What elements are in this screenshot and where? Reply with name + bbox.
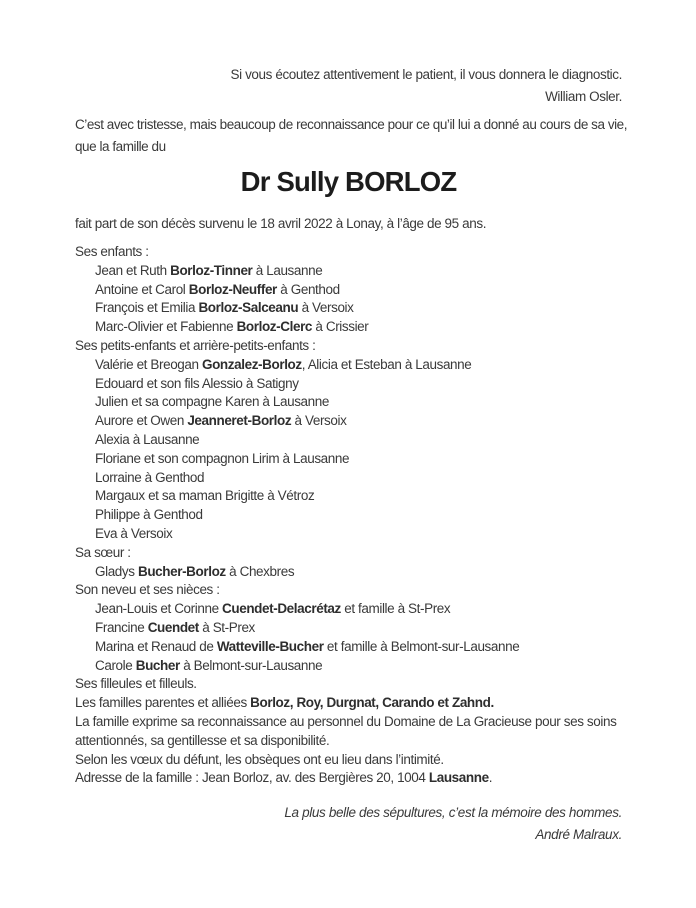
death-announcement: fait part de son décès survenu le 18 avril 2022 à Lonay, à l’âge de 95 ans. bbox=[75, 216, 487, 231]
closing-quote-attribution: André Malraux. bbox=[535, 826, 622, 842]
epigraph bbox=[75, 64, 622, 108]
family-name-bold: Borloz, Roy, Durgnat, Carando et Zahnd. bbox=[250, 695, 494, 711]
relative-line bbox=[75, 393, 622, 412]
line-text: Jean et Ruth bbox=[95, 262, 171, 278]
family-name-bold: Borloz-Tinner bbox=[170, 262, 253, 278]
relative-line bbox=[75, 281, 622, 300]
line-text: Ses enfants : bbox=[75, 244, 149, 259]
relative-line bbox=[75, 506, 622, 525]
family-line bbox=[75, 732, 622, 751]
family-line bbox=[75, 694, 622, 713]
relative-line bbox=[75, 375, 622, 394]
intro-line-2: que la famille du bbox=[75, 139, 166, 154]
relative-line bbox=[75, 450, 622, 469]
family-name-bold: Bucher-Borloz bbox=[137, 563, 226, 579]
relative-line bbox=[75, 525, 622, 544]
line-text: Ses filleules et filleuls. bbox=[75, 676, 197, 692]
family-line bbox=[75, 544, 622, 563]
relative-line bbox=[75, 299, 622, 318]
line-text: Valérie et Breogan bbox=[95, 356, 202, 372]
relative-line bbox=[75, 638, 622, 657]
line-text: à Belmont-sur-Lausanne bbox=[179, 657, 323, 673]
relative-line bbox=[75, 600, 622, 619]
line-text: Aurore et Owen bbox=[95, 413, 188, 429]
relative-line bbox=[75, 619, 622, 638]
line-text: Philippe à Genthod bbox=[95, 507, 203, 523]
family-name-bold: Jeanneret-Borloz bbox=[187, 413, 292, 429]
relative-line bbox=[75, 356, 622, 375]
line-text: Francine bbox=[95, 619, 148, 635]
line-text: Les familles parentes et alliées bbox=[75, 695, 251, 711]
relative-line bbox=[75, 469, 622, 488]
epigraph-quote: Si vous écoutez attentivement le patient, il vous donnera le diagnostic. bbox=[230, 67, 622, 82]
relative-line bbox=[75, 487, 622, 506]
line-text: Jean-Louis et Corinne bbox=[95, 601, 223, 617]
relative-line bbox=[75, 412, 622, 431]
line-text: . bbox=[488, 770, 493, 786]
relative-line bbox=[75, 563, 622, 582]
intro-paragraph bbox=[75, 114, 628, 158]
intro-line-1: C’est avec tristesse, mais beaucoup de reconnaissance pour ce qu’il lui a donné au cours de sa vie, bbox=[75, 117, 628, 132]
line-text: à Crissier bbox=[312, 319, 369, 335]
line-text: Edouard et son fils Alessio à Satigny bbox=[95, 375, 299, 391]
family-name-bold: Gonzalez-Borloz bbox=[201, 356, 302, 372]
family-line bbox=[75, 769, 622, 788]
line-text: Lorraine à Genthod bbox=[95, 469, 205, 485]
family-line bbox=[75, 581, 622, 600]
family-name-bold: Bucher bbox=[135, 657, 180, 673]
line-text: Son neveu et ses nièces : bbox=[75, 582, 220, 598]
line-text: attentionnés, sa gentillesse et sa disponibilité. bbox=[75, 732, 330, 748]
line-text: La famille exprime sa reconnaissance au personnel du Domaine de La Gracieuse pour ses soins bbox=[75, 713, 617, 729]
family-list bbox=[75, 243, 622, 788]
line-text: , Alicia et Esteban à Lausanne bbox=[301, 356, 472, 372]
line-text: Sa sœur : bbox=[75, 544, 131, 560]
relative-line bbox=[75, 262, 622, 281]
family-name-bold: Lausanne bbox=[428, 770, 489, 786]
line-text: Margaux et sa maman Brigitte à Vétroz bbox=[95, 488, 315, 504]
family-name-bold: Watteville-Bucher bbox=[216, 638, 324, 654]
line-text: Julien et sa compagne Karen à Lausanne bbox=[95, 394, 329, 410]
family-name-bold: Borloz-Clerc bbox=[236, 319, 313, 335]
line-text: à Chexbres bbox=[225, 563, 295, 579]
line-text: et famille à Belmont-sur-Lausanne bbox=[323, 638, 520, 654]
family-line bbox=[75, 751, 622, 770]
line-text: Alexia à Lausanne bbox=[95, 431, 200, 447]
line-text: Ses petits-enfants et arrière-petits-enfants : bbox=[75, 337, 316, 353]
closing-quote bbox=[75, 802, 622, 845]
line-text: et famille à St-Prex bbox=[340, 601, 451, 617]
line-text: à Versoix bbox=[291, 413, 347, 429]
line-text: à Lausanne bbox=[252, 262, 323, 278]
relative-line bbox=[75, 431, 622, 450]
line-text: à Genthod bbox=[276, 281, 340, 297]
line-text: à Versoix bbox=[298, 300, 354, 316]
family-line bbox=[75, 713, 622, 732]
family-line bbox=[75, 243, 622, 262]
line-text: Marina et Renaud de bbox=[95, 638, 217, 654]
deceased-name: Dr Sully BORLOZ bbox=[240, 166, 457, 197]
family-line bbox=[75, 675, 622, 694]
line-text: Carole bbox=[95, 657, 136, 673]
line-text: à St-Prex bbox=[198, 619, 255, 635]
line-text: François et Emilia bbox=[95, 300, 199, 316]
line-text: Marc-Olivier et Fabienne bbox=[95, 319, 237, 335]
family-name-bold: Cuendet bbox=[147, 619, 199, 635]
line-text: Gladys bbox=[95, 563, 138, 579]
family-name-bold: Borloz-Salceanu bbox=[198, 300, 299, 316]
relative-line bbox=[75, 657, 622, 676]
line-text: Eva à Versoix bbox=[95, 525, 173, 541]
line-text: Adresse de la famille : Jean Borloz, av. des Bergières 20, 1004 bbox=[75, 770, 429, 786]
epigraph-attribution: William Osler. bbox=[545, 89, 622, 104]
line-text: Antoine et Carol bbox=[95, 281, 189, 297]
line-text: Floriane et son compagnon Lirim à Lausanne bbox=[95, 450, 350, 466]
family-line bbox=[75, 337, 622, 356]
relative-line bbox=[75, 318, 622, 337]
line-text: Selon les vœux du défunt, les obsèques ont eu lieu dans l’intimité. bbox=[75, 751, 444, 767]
family-name-bold: Borloz-Neuffer bbox=[188, 281, 277, 297]
family-name-bold: Cuendet-Delacrétaz bbox=[222, 601, 341, 617]
closing-quote-text: La plus belle des sépultures, c’est la mémoire des hommes. bbox=[284, 805, 622, 821]
